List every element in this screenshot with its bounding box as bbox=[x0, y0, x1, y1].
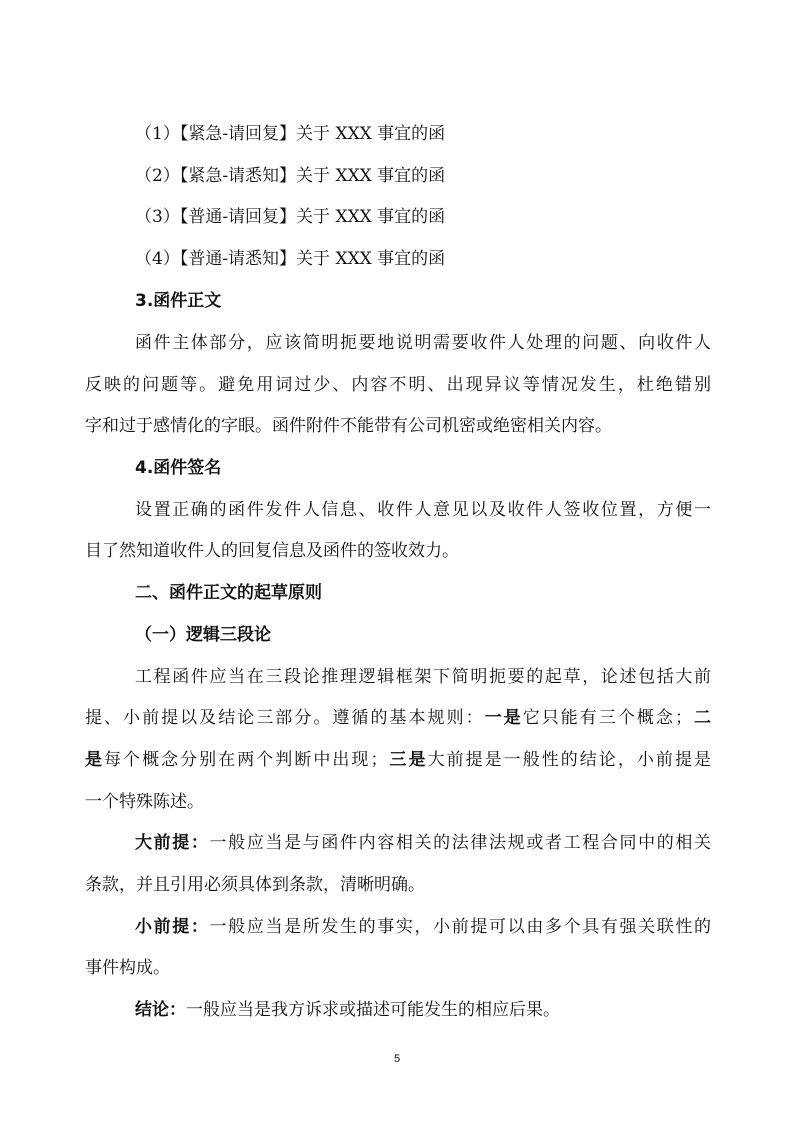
conclusion-line bbox=[135, 999, 763, 1021]
minor-premise-label: 小前提： bbox=[135, 917, 210, 937]
section-heading-signature: 4.函件签名 bbox=[135, 458, 222, 478]
principles-paragraph-line bbox=[85, 707, 711, 729]
principles-paragraph-line: 一个特殊陈述。 bbox=[85, 792, 204, 812]
subject-example-3: （3）【普通-请回复】关于 XXX 事宜的函 bbox=[135, 207, 446, 227]
section-heading-body: 3.函件正文 bbox=[135, 291, 222, 311]
body-paragraph-line: 反映的问题等。避免用词过少、内容不明、出现异议等情况发生，杜绝错别 bbox=[85, 375, 711, 395]
emphasis-marker-second-cont: 是 bbox=[85, 750, 105, 770]
page-number: 5 bbox=[393, 1053, 401, 1065]
principles-paragraph-line bbox=[85, 749, 711, 771]
minor-premise-line bbox=[135, 916, 711, 938]
emphasis-marker-first: 一是 bbox=[484, 708, 523, 728]
major-premise-text: 一般应当是与函件内容相关的法律法规或者工程合同中的相关 bbox=[209, 833, 712, 853]
subject-example-2: （2）【紧急-请悉知】关于 XXX 事宜的函 bbox=[135, 166, 446, 186]
emphasis-marker-third: 三是 bbox=[387, 750, 428, 770]
body-paragraph-line: 函件主体部分，应该简明扼要地说明需要收件人处理的问题、向收件人 bbox=[135, 333, 711, 353]
subject-example-1: （1）【紧急-请回复】关于 XXX 事宜的函 bbox=[135, 124, 446, 144]
principles-paragraph-line: 工程函件应当在三段论推理逻辑框架下简明扼要的起草，论述包括大前 bbox=[135, 667, 711, 687]
chapter-heading-principles: 二、函件正文的起草原则 bbox=[135, 583, 322, 603]
major-premise-line: 条款，并且引用必须具体到条款，清晰明确。 bbox=[85, 875, 425, 895]
minor-premise-text: 一般应当是所发生的事实，小前提可以由多个具有强关联性的 bbox=[209, 917, 712, 937]
conclusion-label: 结论： bbox=[135, 1000, 186, 1020]
paragraph-text: 它只能有三个概念； bbox=[522, 708, 692, 728]
subheading-syllogism: （一）逻辑三段论 bbox=[135, 625, 271, 645]
conclusion-text: 一般应当是我方诉求或描述可能发生的相应后果。 bbox=[186, 1000, 560, 1020]
body-paragraph-line: 字和过于感情化的字眼。函件附件不能带有公司机密或绝密相关内容。 bbox=[85, 416, 612, 436]
paragraph-text: 大前提是一般性的结论，小前提是 bbox=[427, 750, 711, 770]
major-premise-label: 大前提： bbox=[135, 833, 210, 853]
paragraph-text: 提、小前提以及结论三部分。遵循的基本规则： bbox=[85, 708, 485, 728]
emphasis-marker-second: 二 bbox=[691, 708, 711, 728]
major-premise-line bbox=[135, 832, 711, 854]
subject-example-4: （4）【普通-请悉知】关于 XXX 事宜的函 bbox=[135, 249, 446, 269]
minor-premise-line: 事件构成。 bbox=[85, 958, 170, 978]
signature-paragraph-line: 设置正确的函件发件人信息、收件人意见以及收件人签收位置，方便一 bbox=[135, 500, 711, 520]
signature-paragraph-line: 目了然知道收件人的回复信息及函件的签收效力。 bbox=[85, 541, 459, 561]
paragraph-text: 每个概念分别在两个判断中出现； bbox=[104, 750, 388, 770]
